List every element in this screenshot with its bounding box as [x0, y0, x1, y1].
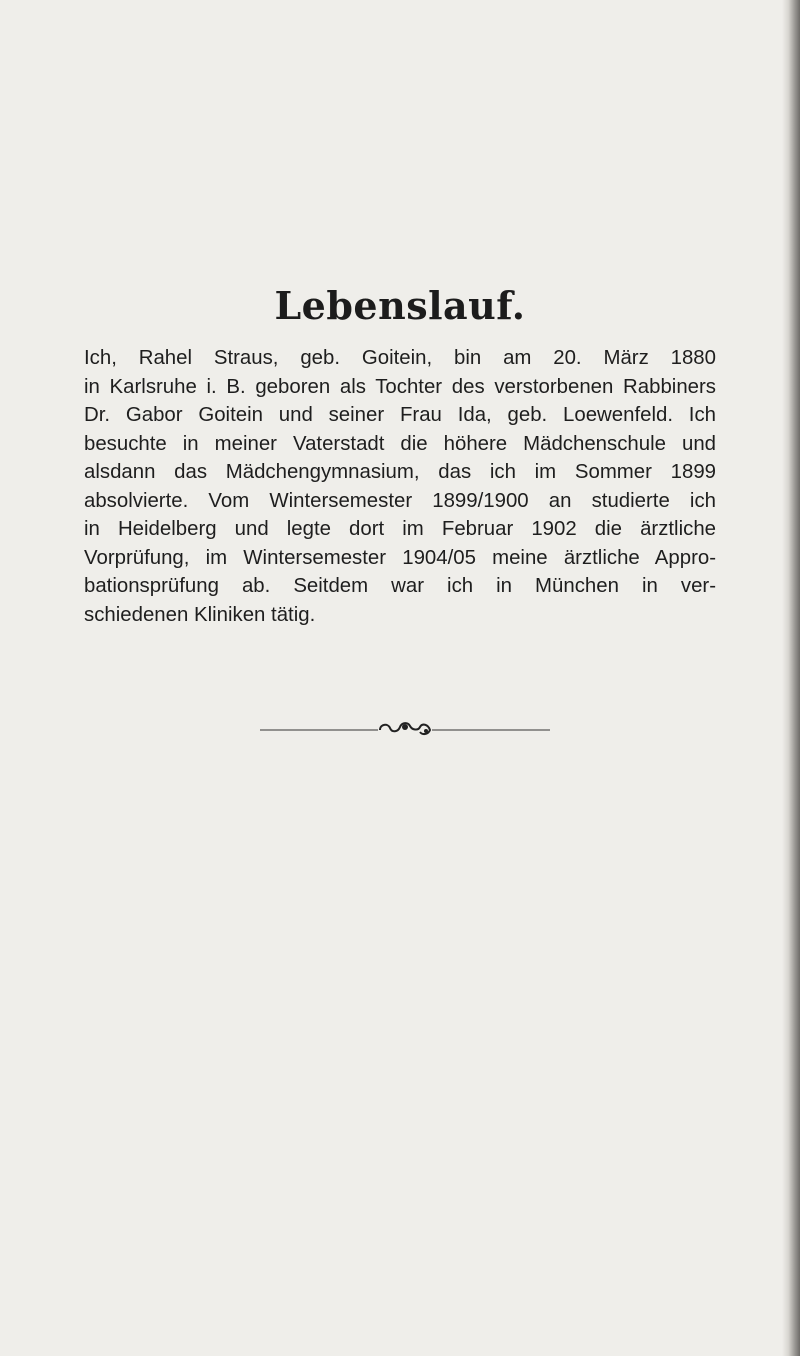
paragraph-line: in Heidelberg und legte dort im Februar 1902 die ärztliche	[84, 518, 716, 540]
paragraph-line: Dr. Gabor Goitein und seiner Frau Ida, geb. Loewenfeld. Ich	[84, 404, 716, 426]
page-edge-shadow	[782, 0, 800, 1356]
paragraph-line: alsdann das Mädchengymnasium, das ich im Sommer 1899	[84, 461, 716, 483]
paragraph-line: bationsprüfung ab. Seitdem war ich in München in ver-	[84, 575, 716, 597]
paragraph-line: schiedenen Kliniken tätig.	[84, 603, 316, 626]
paragraph-line: absolvierte. Vom Wintersemester 1899/1900 an studierte ich	[84, 489, 716, 512]
divider-ornament-icon	[260, 718, 550, 742]
biography-paragraph	[84, 344, 716, 629]
paragraph-line: in Karlsruhe i. B. geboren als Tochter des verstorbenen Rabbiners	[84, 375, 716, 398]
paragraph-line: Ich, Rahel Straus, geb. Goitein, bin am 20. März 1880	[84, 347, 716, 369]
paragraph-line: besuchte in meiner Vaterstadt die höhere Mädchenschule und	[84, 432, 716, 455]
paragraph-line: Vorprüfung, im Wintersemester 1904/05 meine ärztliche Appro-	[84, 546, 716, 569]
document-title: Lebenslauf.	[274, 283, 526, 328]
